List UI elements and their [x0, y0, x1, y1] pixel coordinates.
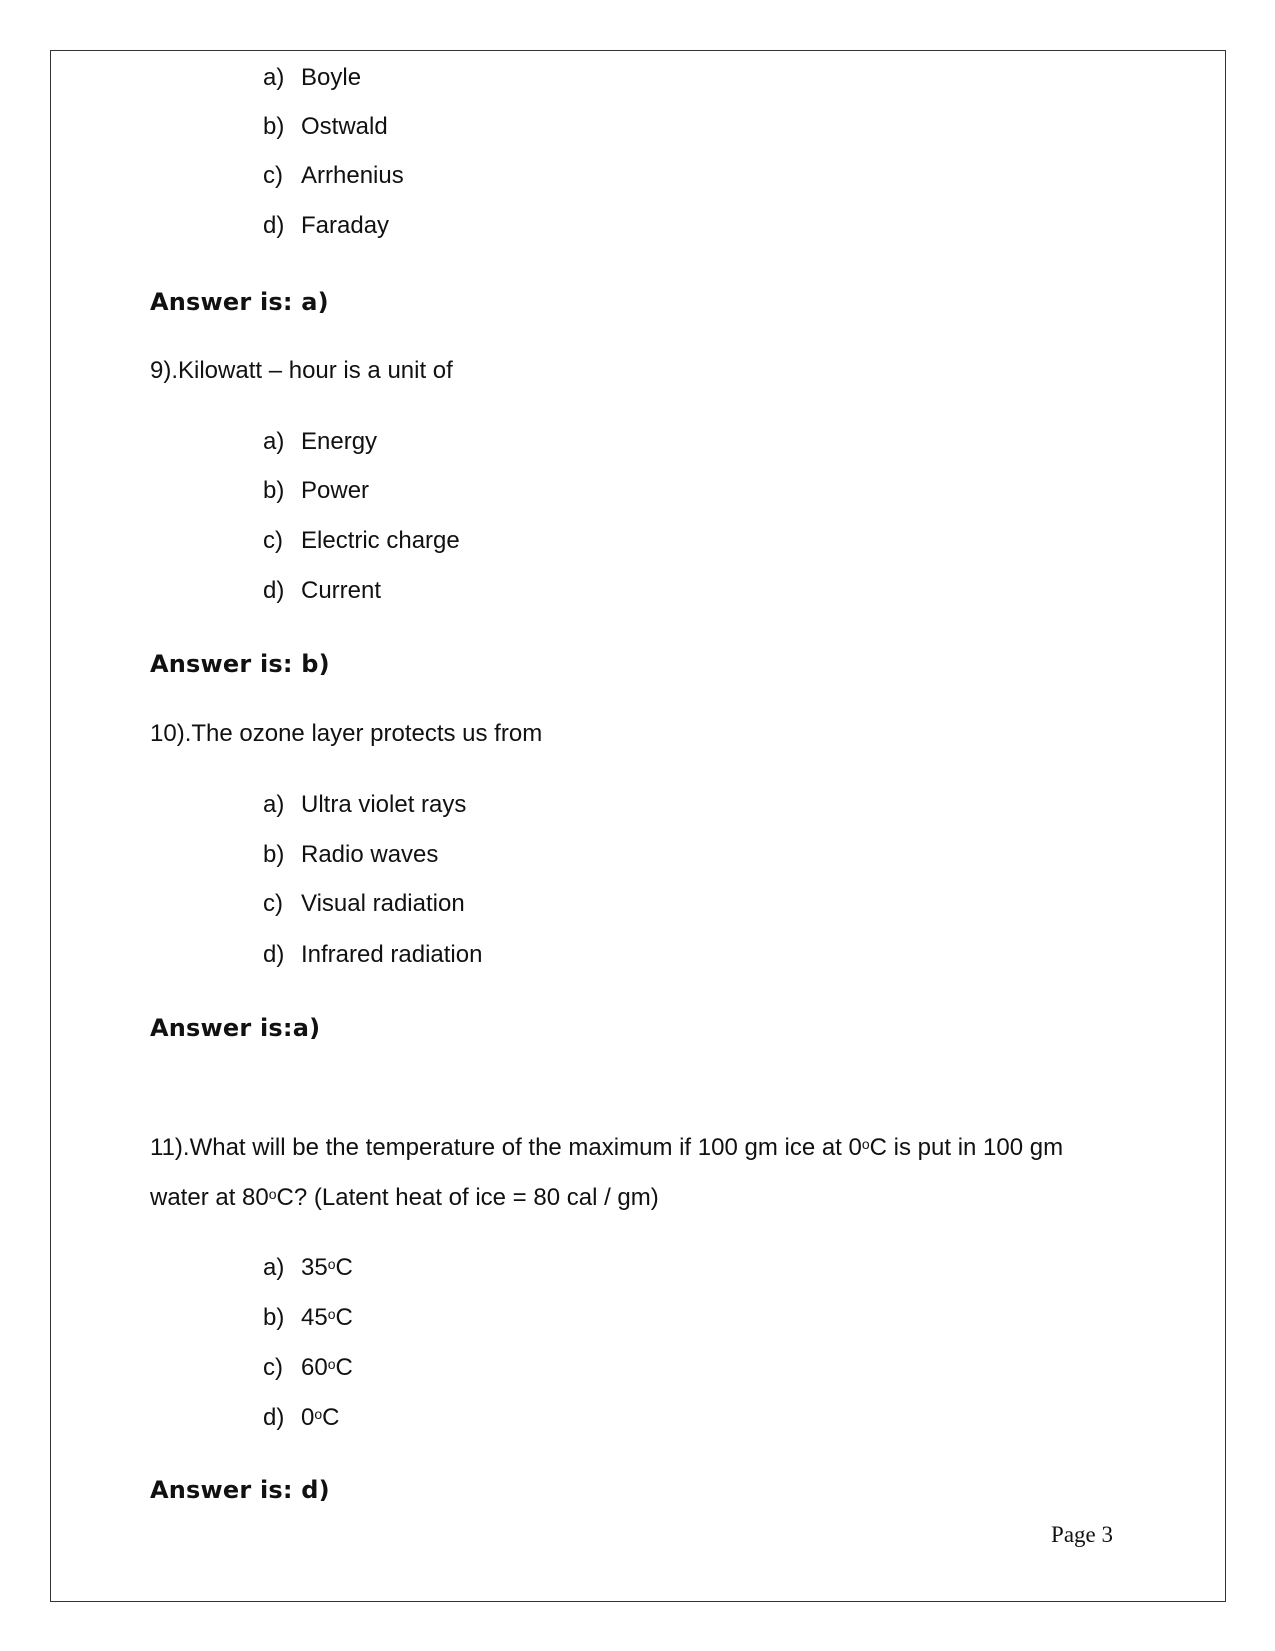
option-number: 35: [301, 1254, 328, 1281]
option-text: Energy: [301, 428, 378, 455]
degree-mark: o: [861, 1136, 870, 1152]
answer-value: a): [292, 1014, 321, 1042]
option-unit: C: [322, 1404, 340, 1431]
option-text: Faraday: [301, 212, 390, 239]
option-number: 0: [301, 1404, 315, 1431]
degree-mark: o: [314, 1406, 323, 1422]
option-text: Ostwald: [301, 113, 388, 140]
question-10: 10).The ozone layer protects us from: [150, 720, 543, 747]
question-text: water at 80: [150, 1184, 269, 1211]
option-letter: d): [263, 212, 285, 239]
option-text: Visual radiation: [301, 890, 465, 917]
degree-mark: o: [327, 1256, 336, 1272]
option-unit: C: [335, 1354, 353, 1381]
option-letter: b): [263, 477, 285, 504]
page-border: [50, 50, 1226, 1602]
option-text: Boyle: [301, 64, 362, 91]
question-text: 11).What will be the temperature of the maximum if 100 gm ice at 0: [150, 1134, 862, 1161]
question-11-line-2: [150, 1183, 659, 1213]
option-text: [301, 1353, 353, 1383]
question-9: 9).Kilowatt – hour is a unit of: [150, 357, 453, 384]
option-letter: a): [263, 428, 285, 455]
option-text: [301, 1303, 353, 1333]
answer-q11: Answer is: d): [150, 1476, 330, 1504]
option-text: Infrared radiation: [301, 941, 483, 968]
option-text: Ultra violet rays: [301, 791, 467, 818]
option-text: Radio waves: [301, 841, 439, 868]
answer-q8: Answer is: a): [150, 288, 329, 316]
option-letter: c): [263, 527, 283, 554]
option-letter: b): [263, 113, 285, 140]
option-letter: a): [263, 1254, 285, 1281]
option-letter: b): [263, 1304, 285, 1331]
option-number: 60: [301, 1354, 328, 1381]
option-letter: c): [263, 890, 283, 917]
option-letter: d): [263, 577, 285, 604]
option-text: [301, 1253, 353, 1283]
option-text: Arrhenius: [301, 162, 404, 189]
option-number: 45: [301, 1304, 328, 1331]
option-letter: a): [263, 64, 285, 91]
option-text: Current: [301, 577, 382, 604]
answer-q9: Answer is: b): [150, 650, 330, 678]
option-unit: C: [335, 1254, 353, 1281]
option-text: Power: [301, 477, 370, 504]
question-text: C? (Latent heat of ice = 80 cal / gm): [276, 1184, 659, 1211]
option-letter: a): [263, 791, 285, 818]
degree-mark: o: [327, 1356, 336, 1372]
option-text: [301, 1403, 340, 1433]
option-letter: d): [263, 1404, 285, 1431]
option-letter: c): [263, 162, 283, 189]
degree-mark: o: [327, 1306, 336, 1322]
page-number: Page 3: [1051, 1522, 1113, 1547]
degree-mark: o: [268, 1186, 277, 1202]
answer-q10: [150, 1013, 320, 1043]
option-letter: b): [263, 841, 285, 868]
option-text: Electric charge: [301, 527, 460, 554]
question-text: C is put in 100 gm: [869, 1134, 1064, 1161]
question-11-line-1: [150, 1133, 1063, 1163]
option-letter: c): [263, 1354, 283, 1381]
answer-label: Answer is:: [150, 1014, 293, 1042]
option-unit: C: [335, 1304, 353, 1331]
option-letter: d): [263, 941, 285, 968]
